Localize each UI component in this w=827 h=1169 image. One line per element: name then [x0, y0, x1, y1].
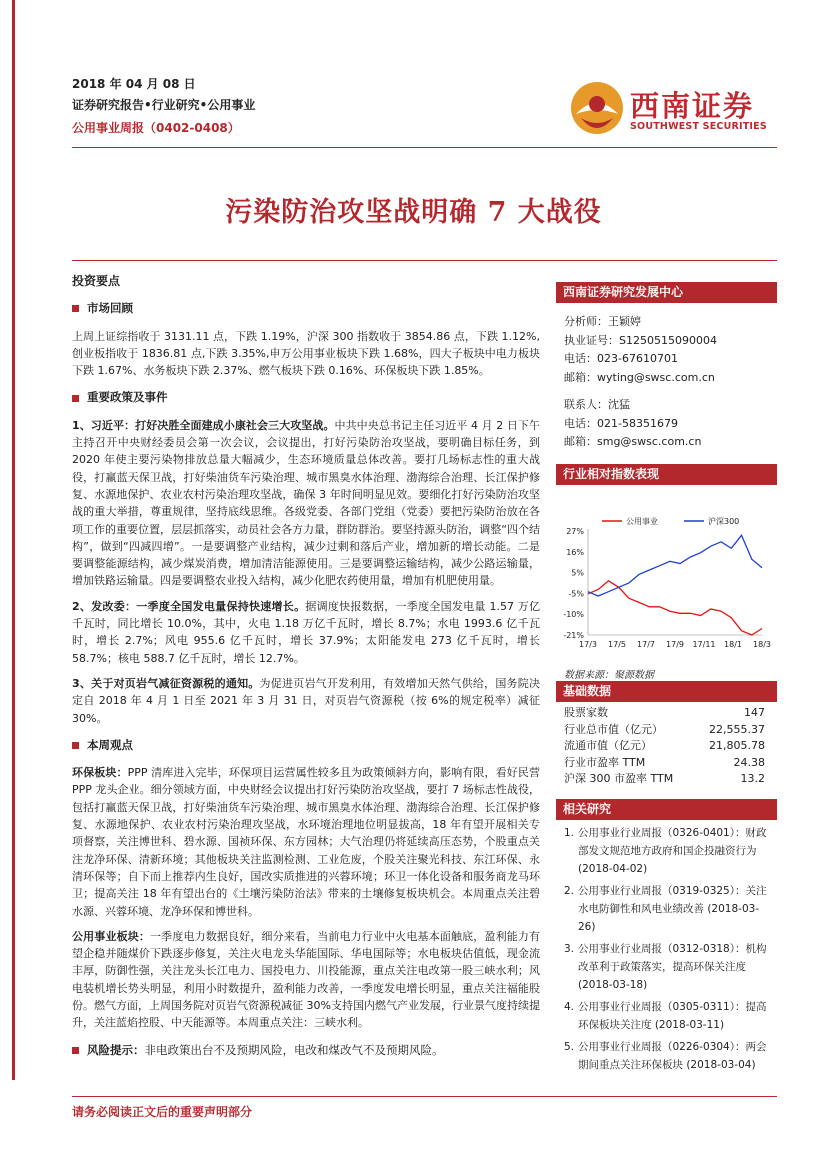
basic-data-panel — [556, 681, 777, 788]
x-tick-label: 18/3 — [753, 640, 771, 649]
legend-label: 公用事业 — [626, 517, 658, 526]
basic-value: 147 — [744, 706, 765, 719]
related-heading: 相关研究 — [556, 799, 777, 820]
page-title: 污染防治攻坚战明确 7 大战役 — [225, 197, 602, 228]
main-column — [72, 273, 540, 1069]
related-item[interactable] — [564, 940, 771, 994]
related-text: 公用事业行业周报（0226-0304）：两会期间重点关注环保板块 (2018-03-04) — [578, 1041, 767, 1071]
header-divider — [72, 147, 777, 148]
y-tick-label: 16% — [566, 547, 584, 557]
basic-value: 13.2 — [740, 772, 765, 785]
related-num: 1. — [564, 827, 575, 839]
logo-mark-icon — [567, 78, 627, 138]
basic-label: 股票家数 — [564, 706, 608, 719]
logo-en-text: SOUTHWEST SECURITIES — [630, 121, 767, 132]
basic-row — [556, 738, 777, 755]
basic-label: 行业市盈率 TTM — [564, 755, 646, 769]
analyst-panel — [556, 282, 777, 452]
y-tick-label: -5% — [568, 589, 584, 599]
legend-label: 沪深300 — [708, 517, 740, 526]
basic-label: 流通市值（亿元） — [564, 739, 652, 752]
x-tick-label: 17/7 — [637, 640, 655, 649]
series-line-csi300 — [588, 535, 762, 596]
bullet-square-icon — [72, 395, 79, 402]
market-heading-text: 市场回顾 — [87, 301, 133, 316]
env-view — [72, 764, 540, 920]
bullet-square-icon — [72, 1047, 79, 1054]
performance-chart — [556, 485, 777, 665]
policy-item-2 — [72, 598, 540, 667]
x-tick-label: 17/5 — [608, 640, 626, 649]
policy-item-1-title: 1、习近平：打好决胜全面建成小康社会三大攻坚战。 — [72, 418, 335, 432]
contact-name: 联系人：沈猛 — [564, 398, 630, 411]
logo-cn-text: 西南证券 — [630, 89, 755, 123]
bullet-square-icon — [72, 305, 79, 312]
related-item[interactable] — [564, 998, 771, 1034]
performance-panel — [556, 464, 777, 681]
y-tick-label: -21% — [563, 631, 584, 640]
contact-phone: 电话：021-58351679 — [564, 416, 678, 430]
data-source: 数据来源：聚源数据 — [564, 670, 654, 681]
basic-value: 21,805.78 — [709, 739, 765, 752]
y-tick-label: 27% — [566, 527, 584, 536]
basic-row — [556, 755, 777, 772]
policy-item-2-title: 2、发改委：一季度全国发电量保持快速增长。 — [72, 599, 306, 613]
related-item[interactable] — [564, 824, 771, 878]
market-heading — [72, 300, 540, 317]
related-num: 2. — [564, 885, 575, 897]
related-num: 4. — [564, 1001, 575, 1013]
policy-item-2-text: 据调度快报数据，一季度全国发电量 1.57 万亿千瓦时，同比增长 10.0%，其中，火电 1.18 万亿千瓦时，增长 8.7%；水电 1993.6 亿千瓦时，增长 2.7%；风电 955.6 亿千瓦时，增长 37.9%；太阳能发电 273 亿千瓦时，增长 58.7%；核电 588.7 亿千瓦时，增长 12.7%。 — [72, 599, 541, 665]
views-heading-text: 本周观点 — [87, 737, 133, 752]
research-center-heading: 西南证券研究发展中心 — [556, 282, 777, 303]
related-research-panel — [556, 799, 777, 1078]
basic-heading: 基础数据 — [556, 681, 777, 702]
related-item[interactable] — [564, 882, 771, 936]
perf-heading: 行业相对指数表现 — [556, 464, 777, 485]
bullet-square-icon — [72, 742, 79, 749]
util-label: 公用事业板块： — [72, 929, 151, 943]
env-label: 环保板块： — [72, 766, 128, 780]
risk-text: 非电政策出台不及预期风险，电改和煤改气不及预期风险。 — [144, 1042, 444, 1057]
x-tick-label: 17/3 — [579, 640, 597, 649]
policy-heading-text: 重要政策及事件 — [87, 390, 168, 405]
policy-item-3-text: 为促进页岩气开发利用，有效增加天然气供给，国务院决定自 2018 年 4 月 1 日至 2021 年 3 月 31 日，对页岩气资源税（按 6%的规定税率）减征 30%。 — [72, 676, 540, 725]
contact-email[interactable]: 邮箱：smg@swsc.com.cn — [564, 435, 702, 448]
related-text: 公用事业行业周报（0312-0318）：机构改革利于政策落实，提高环保关注度 (2018-03-18) — [578, 943, 767, 991]
basic-row — [556, 705, 777, 722]
related-text: 公用事业行业周报（0326-0401）：财政部发文规范地方政府和国企投融资行为 (2018-04-02) — [578, 827, 767, 875]
util-text: 一季度电力数据良好，细分来看，当前电力行业中火电基本面触底，盈利能力有望企稳并随煤价下跌逐步修复，关注火电龙头华能国际、华电国际等；水电板块估值低，现金流丰厚，防御性强，关注龙头长江电力、国投电力、川投能源，重点关注电改第一股三峡水利；风电装机增长势头明显，利用小时数提升，盈利能力改善，一季度发电增长明显，重点关注福能股份。燃气方面，上周国务院对页岩气资源税减征 30%支持国内燃气产业发展，行业景气度持续提升，关注蓝焰控股、中天能源等。本周重点关注：三峡水利。 — [72, 929, 541, 1030]
policy-item-1-text: 中共中央总书记主任习近平 4 月 2 日下午主持召开中央财经委员会第一次会议，会议提出，打好污染防治攻坚战，要明确目标任务，到 2020 年使主要污染物排放总量大幅减少，生态环境质量总体改善。要打几场标志性的重大战役，打赢蓝天保卫战，打好柴油货车污染治理、城市黑臭水体治理、渤海综合治理、长江保护修复、水源地保护、农业农村污染治理攻坚战，确保 3 年时间明显见效。要细化打好污染防治攻坚战的重大举措，尊重规律，坚持底线思维。各级党委、各部门党组（党委）要把污染防治放在各项工作的重要位置，层层抓落实，动员社会各方力量，群防群治。要坚持源头防治，调整“四个结构”，做到“四减四增”。一是要调整产业结构，减少过剩和落后产业，增加新的增长动能。二是要调整能源结构，减少煤炭消费，增加清洁能源使用。三是要调整运输结构，减少公路运输量，增加铁路运输量。四是要调整农业投入结构，减少化肥农药使用量，增加有机肥使用量。 — [72, 418, 540, 588]
policy-item-3 — [72, 675, 540, 727]
analyst-name: 分析师：王颖婷 — [564, 315, 641, 328]
x-tick-label: 17/9 — [666, 640, 684, 649]
related-item[interactable] — [564, 1038, 771, 1074]
market-text: 上周上证综指收于 3131.11 点，下跌 1.19%，沪深 300 指数收于 3854.86 点，下跌 1.12%,创业板指收于 1836.81 点,下跌 3.35%,申万公用事业板块下跌 1.68%，四大子板块中电力板块下跌 1.67%、水务板块下跌 2.37%、燃气板块下跌 0.16%、环保板块下跌 1.85%。 — [72, 329, 540, 378]
brand-logo — [567, 78, 767, 138]
y-tick-label: -10% — [563, 610, 584, 620]
basic-label: 沪深 300 市盈率 TTM — [564, 772, 674, 785]
report-date: 2018 年 04 月 08 日 — [72, 77, 196, 91]
policy-item-1 — [72, 417, 540, 590]
related-text: 公用事业行业周报（0305-0311）：提高环保板块关注度 (2018-03-11) — [578, 1001, 767, 1031]
footer-disclaimer: 请务必阅读正文后的重要声明部分 — [72, 1105, 253, 1119]
title-divider — [72, 260, 777, 261]
analyst-license: 执业证号：S1250515090004 — [564, 333, 717, 347]
views-heading — [72, 737, 540, 754]
x-tick-label: 18/1 — [724, 640, 742, 649]
policy-item-3-title: 3、关于对页岩气减征资源税的通知。 — [72, 676, 260, 690]
related-num: 5. — [564, 1041, 575, 1053]
footer-divider — [72, 1096, 777, 1097]
basic-value: 22,555.37 — [709, 722, 765, 736]
env-text: PPP 清库进入完毕，环保项目运营属性较多且为政策倾斜方向，影响有限，看好民营 PPP 龙头企业。细分领域方面，中央财经会议提出打好污染防治攻坚战，要打 7 场标志性战役，包括打赢蓝天保卫战，打好柴油货车污染治理、城市黑臭水体治理、渤海综合治理、长江保护修复、水源地保护、农业农村污染治理攻坚战，水环境治理地位明显拔高，18 年有望开展相关专项督察，关注博世科、碧水源、国祯环保、东方园林；大气治理仍将延续高压态势，个股重点关注龙净环保、清新环境；其他板块关注监测检测、工业危废，个股关注聚光科技、东江环保、永清环保等；自下而上推荐内生良好，国改实质推进的兴蓉环境；环卫一体化设备和服务商龙马环卫；提高关注 18 年有望出台的《土壤污染防治法》带来的土壤修复板块机会。本周重点关注碧水源、兴蓉环境、龙净环保和博世科。 — [72, 766, 540, 918]
basic-row — [556, 771, 777, 788]
basic-label: 行业总市值（亿元） — [564, 722, 663, 736]
risk-line — [72, 1042, 540, 1059]
basic-row — [556, 722, 777, 739]
y-tick-label: 5% — [571, 568, 584, 578]
analyst-email[interactable]: 邮箱：wyting@swsc.com.cn — [564, 370, 715, 384]
basic-value: 24.38 — [733, 755, 765, 769]
report-category: 证券研究报告•行业研究•公用事业 — [72, 98, 256, 112]
x-tick-label: 17/11 — [692, 640, 716, 649]
policy-heading — [72, 389, 540, 406]
util-view — [72, 928, 540, 1032]
left-accent-bar — [12, 0, 15, 1080]
related-text: 公用事业行业周报（0319-0325）：关注水电防御性和风电业绩改善 (2018-03-26) — [578, 885, 767, 933]
report-weekly: 公用事业周报（0402-0408） — [72, 121, 240, 135]
related-num: 3. — [564, 943, 575, 955]
risk-label: 风险提示： — [87, 1042, 145, 1057]
invest-heading: 投资要点 — [72, 274, 121, 288]
analyst-phone: 电话：023-67610701 — [564, 352, 678, 365]
